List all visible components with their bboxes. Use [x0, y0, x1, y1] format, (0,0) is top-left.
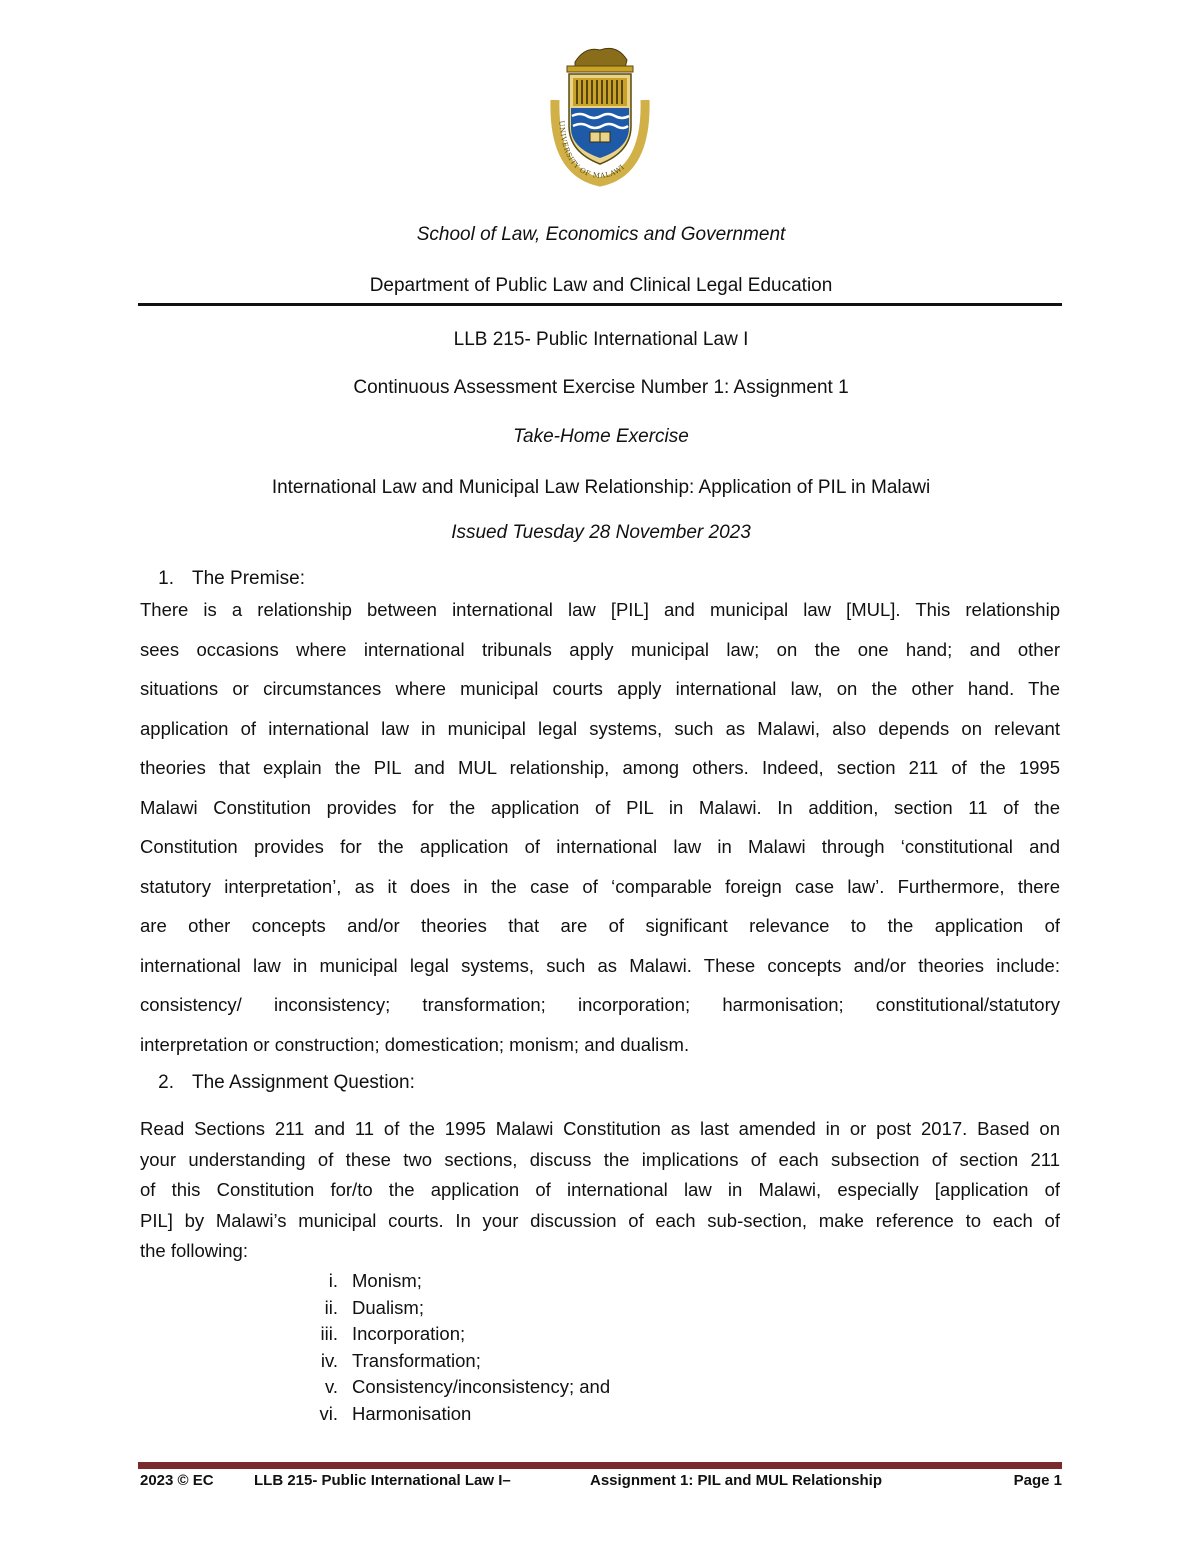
paragraph-line: of this Constitution for/to the application of international law in Malawi, especially [application of: [140, 1179, 1060, 1200]
list-item: [280, 1401, 610, 1428]
list-numeral: iv.: [320, 1349, 338, 1371]
paragraph-line: PIL] by Malawi’s municipal courts. In your discussion of each sub-section, make reference to each of: [140, 1209, 1060, 1231]
premise-paragraph: [140, 590, 1060, 1064]
logo-ring-text: UNIVERSITY OF MALAWI: [557, 120, 627, 181]
section-heading-question: [128, 1072, 415, 1094]
paragraph-line: your understanding of these two sections, discuss the implications of each subsection of section 211: [140, 1148, 1060, 1170]
paragraph-line: There is a relationship between international law [PIL] and municipal law [MUL]. This relationship: [140, 599, 1060, 620]
list-item: [280, 1295, 610, 1322]
paragraph-line: situations or circumstances where municipal courts apply international law, on the other hand. The: [140, 678, 1060, 699]
paragraph-line: sees occasions where international tribunals apply municipal law; on the one hand; and other: [140, 638, 1060, 660]
paragraph-line: are other concepts and/or theories that are of significant relevance to the application of: [140, 915, 1060, 936]
paragraph-line: consistency/ inconsistency; transformation; incorporation; harmonisation; constitutional/statutory: [140, 994, 1060, 1015]
footer-assignment: Assignment 1: PIL and MUL Relationship: [590, 1472, 882, 1489]
list-numeral: i.: [328, 1270, 338, 1291]
concepts-list: [280, 1268, 610, 1427]
page-footer: [140, 1472, 1062, 1494]
paragraph-line: application of international law in municipal legal systems, such as Malawi, also depends on relevant: [140, 717, 1060, 739]
list-text: Consistency/inconsistency; and: [352, 1376, 611, 1397]
question-paragraph: [140, 1114, 1060, 1267]
list-numeral: v.: [324, 1376, 338, 1397]
school-name: School of Law, Economics and Government: [416, 224, 786, 245]
list-numeral: vi.: [319, 1402, 338, 1424]
university-crest-logo: [545, 40, 655, 190]
list-item: [280, 1374, 610, 1401]
section-number: 2.: [158, 1072, 174, 1093]
paragraph-line: the following:: [140, 1240, 248, 1261]
header-divider: [138, 303, 1062, 306]
paragraph-line: Read Sections 211 and 11 of the 1995 Malawi Constitution as last amended in or post 2017. Based on: [140, 1118, 1060, 1139]
list-text: Harmonisation: [352, 1402, 472, 1424]
section-title: The Assignment Question:: [192, 1072, 415, 1093]
footer-page-number: Page 1: [1013, 1472, 1062, 1489]
paragraph-line: statutory interpretation’, as it does in the case of ‘comparable foreign case law’. Furthermore, there: [140, 875, 1060, 897]
assessment-title: Continuous Assessment Exercise Number 1: Assignment 1: [353, 377, 849, 398]
list-text: Incorporation;: [352, 1323, 466, 1344]
list-text: Monism;: [352, 1270, 422, 1291]
section-heading-premise: [128, 568, 305, 590]
list-item: [280, 1321, 610, 1348]
list-text: Transformation;: [352, 1349, 481, 1371]
paragraph-line: international law in municipal legal systems, such as Malawi. These concepts and/or theories include:: [140, 954, 1060, 976]
list-item: [280, 1348, 610, 1375]
course-title: LLB 215- Public International Law I: [453, 329, 749, 350]
topic-title: International Law and Municipal Law Relationship: Application of PIL in Malawi: [271, 477, 931, 498]
issued-date: Issued Tuesday 28 November 2023: [451, 522, 751, 543]
section-title: The Premise:: [192, 568, 305, 589]
paragraph-line: interpretation or construction; domestication; monism; and dualism.: [140, 1033, 690, 1055]
paragraph-line: Constitution provides for the application of international law in Malawi through ‘constitutional and: [140, 836, 1060, 857]
list-numeral: iii.: [320, 1323, 338, 1344]
list-numeral: ii.: [324, 1296, 338, 1318]
section-number: 1.: [158, 568, 174, 589]
list-item: [280, 1268, 610, 1295]
footer-copyright: 2023 © EC: [140, 1472, 214, 1489]
footer-course: LLB 215- Public International Law I–: [254, 1472, 511, 1489]
list-text: Dualism;: [352, 1296, 424, 1318]
footer-divider: [138, 1462, 1062, 1469]
department-name: Department of Public Law and Clinical Legal Education: [369, 275, 833, 296]
paragraph-line: theories that explain the PIL and MUL relationship, among others. Indeed, section 211 of the 1995: [140, 757, 1060, 778]
exercise-type: Take-Home Exercise: [513, 426, 689, 447]
paragraph-line: Malawi Constitution provides for the application of PIL in Malawi. In addition, section 11 of the: [140, 796, 1060, 818]
